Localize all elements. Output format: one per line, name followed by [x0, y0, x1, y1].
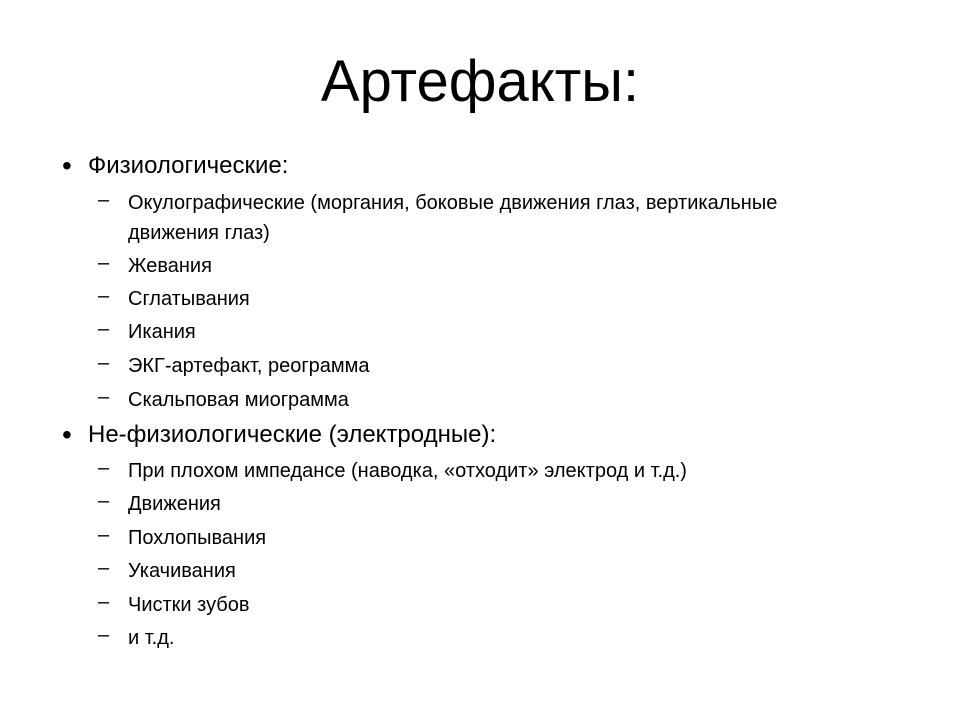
dash-icon: – — [98, 386, 110, 408]
bullet-icon: • — [62, 419, 72, 450]
bullet-icon: • — [62, 150, 72, 181]
sub-item-text: Скальповая миограмма — [128, 389, 349, 411]
bullet-item-physiological — [0, 150, 960, 186]
dash-icon: – — [98, 557, 110, 579]
sub-item-text: При плохом импедансе (наводка, «отходит» электрод и т.д.) — [128, 460, 687, 482]
section-heading: Физиологические: — [88, 152, 289, 179]
sub-item-text: Сглатывания — [128, 288, 250, 310]
sub-item-text: ЭКГ-артефакт, реограмма — [128, 355, 370, 377]
sub-item-text: Укачивания — [128, 560, 236, 582]
sub-item-text: Похлопывания — [128, 527, 267, 549]
dash-icon: – — [98, 524, 110, 546]
dash-icon: – — [98, 189, 110, 211]
sub-item-text: Жевания — [128, 255, 212, 277]
dash-icon: – — [98, 591, 110, 613]
sub-item-text: Окулографические (моргания, боковые движения глаз, вертикальные движения глаз) — [128, 192, 778, 244]
sub-item-text: Движения — [128, 493, 221, 515]
sub-item-text: Икания — [128, 321, 196, 343]
dash-icon: – — [98, 252, 110, 274]
dash-icon: – — [98, 624, 110, 646]
bullet-item-non-physiological — [0, 419, 960, 455]
slide-title: Артефакты: — [320, 49, 640, 114]
section-heading: Не-физиологические (электродные): — [88, 421, 497, 448]
sub-item-text: Чистки зубов — [128, 594, 250, 616]
dash-icon: – — [98, 352, 110, 374]
dash-icon: – — [98, 457, 110, 479]
dash-icon: – — [98, 318, 110, 340]
sub-item-text: и т.д. — [128, 627, 175, 649]
dash-icon: – — [98, 285, 110, 307]
dash-icon: – — [98, 490, 110, 512]
